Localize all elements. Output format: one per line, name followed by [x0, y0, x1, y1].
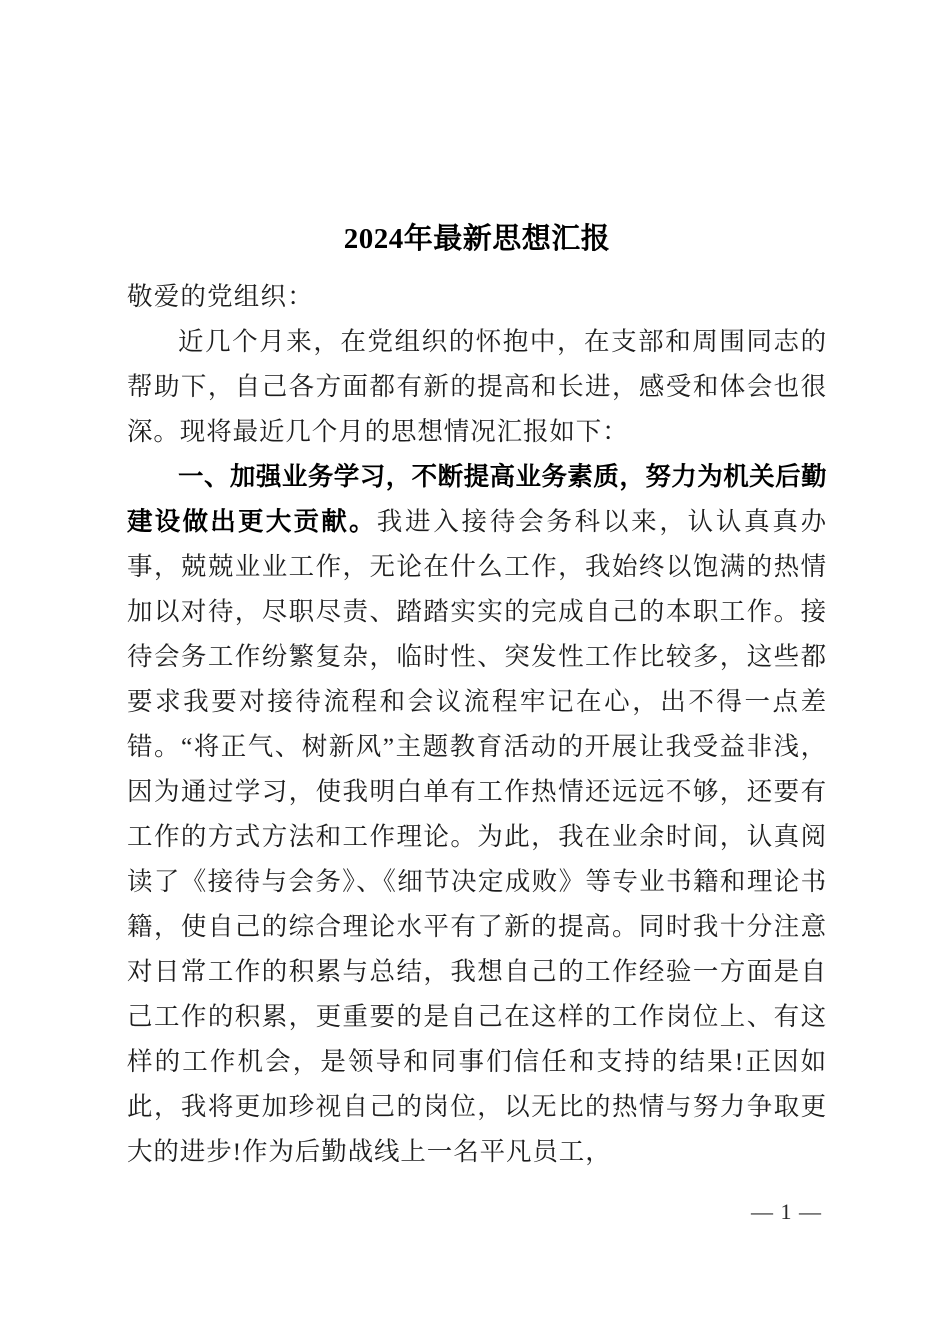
- page-number-footer: — 1 —: [751, 1199, 822, 1224]
- section-one-heading: 一、加强业务学习，不断提高业务素质，努力为机关后勤建设做出更大贡献。: [127, 462, 827, 536]
- section-one-body: 我进入接待会务科以来，认认真真办事，兢兢业业工作，无论在什么工作，我始终以饱满的热情加以对待，尽职尽责、踏踏实实的完成自己的本职工作。接待会务工作纷繁复杂，临时性、突发性工作比较多，这些都要求我要对接待流程和会议流程牢记在心，出不得一点差错。“将正气、树新风”主题教育活动的开展让我受益非浅，因为通过学习，使我明白单有工作热情还远远不够，还要有工作的方式方法和工作理论。为此，我在业余时间，认真阅读了《接待与会务》、《细节决定成败》等专业书籍和理论书籍，使自己的综合理论水平有了新的提高。同时我十分注意对日常工作的积累与总结，我想自己的工作经验一方面是自己工作的积累，更重要的是自己在这样的工作岗位上、有这样的工作机会，是领导和同事们信任和支持的结果!正因如此，我将更加珍视自己的岗位，以无比的热情与努力争取更大的进步!作为后勤战线上一名平凡员工，: [127, 507, 828, 1166]
- salutation-line: 敬爱的党组织：: [127, 282, 314, 311]
- paragraph-section-one: [127, 454, 827, 1174]
- page-title: 2024年最新思想汇报: [343, 223, 611, 255]
- document-body: [127, 216, 827, 1174]
- paragraph-intro: 近几个月来，在党组织的怀抱中，在支部和周围同志的帮助下，自己各方面都有新的提高和长进，感受和体会也很深。现将最近几个月的思想情况汇报如下：: [127, 327, 827, 446]
